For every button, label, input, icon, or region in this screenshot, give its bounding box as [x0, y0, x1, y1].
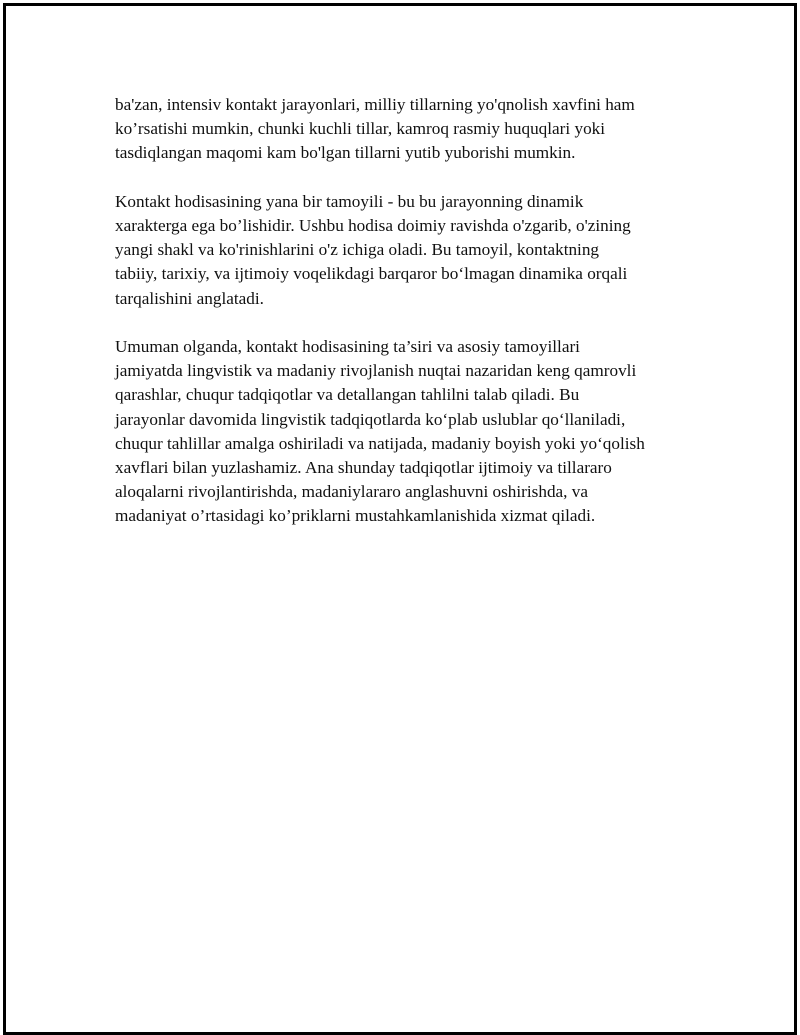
document-body	[115, 93, 695, 553]
paragraph-1: ba'zan, intensiv kontakt jarayonlari, milliy tillarning yo'qnolish xavfini ham ko’rsatishi mumkin, chunki kuchli tillar, kamroq rasmiy huquqlari yoki tasdiqlangan maqomi kam bo'lgan tillarni yutib yuborishi mumkin.	[115, 95, 635, 163]
paragraph-3: Umuman olganda, kontakt hodisasining ta’siri va asosiy tamoyillari jamiyatda lingvistik va madaniy rivojlanish nuqtai nazaridan keng qamrovli qarashlar, chuqur tadqiqotlar va detallangan tahlilni talab qiladi. Bu jarayonlar davomida lingvistik tadqiqotlarda ko‘plab uslublar qo‘llaniladi, chuqur tahlillar amalga oshiriladi va natijada, madaniy boyish yoki yo‘qolish xavflari bilan yuzlashamiz. Ana shunday tadqiqotlar ijtimoiy va tillararo aloqalarni rivojlantirishda, madaniylararo anglashuvni oshirishda, va madaniyat o’rtasidagi ko’priklarni mustahkamlanishida xizmat qiladi.	[115, 337, 645, 526]
paragraph-2: Kontakt hodisasining yana bir tamoyili - bu bu jarayonning dinamik xarakterga ega bo’lishidir. Ushbu hodisa doimiy ravishda o'zgarib, o'zining yangi shakl va ko'rinishlarini o'z ichiga oladi. Bu tamoyil, kontaktning tabiiy, tarixiy, va ijtimoiy voqelikdagi barqaror bo‘lmagan dinamika orqali tarqalishini anglatadi.	[115, 191, 631, 308]
